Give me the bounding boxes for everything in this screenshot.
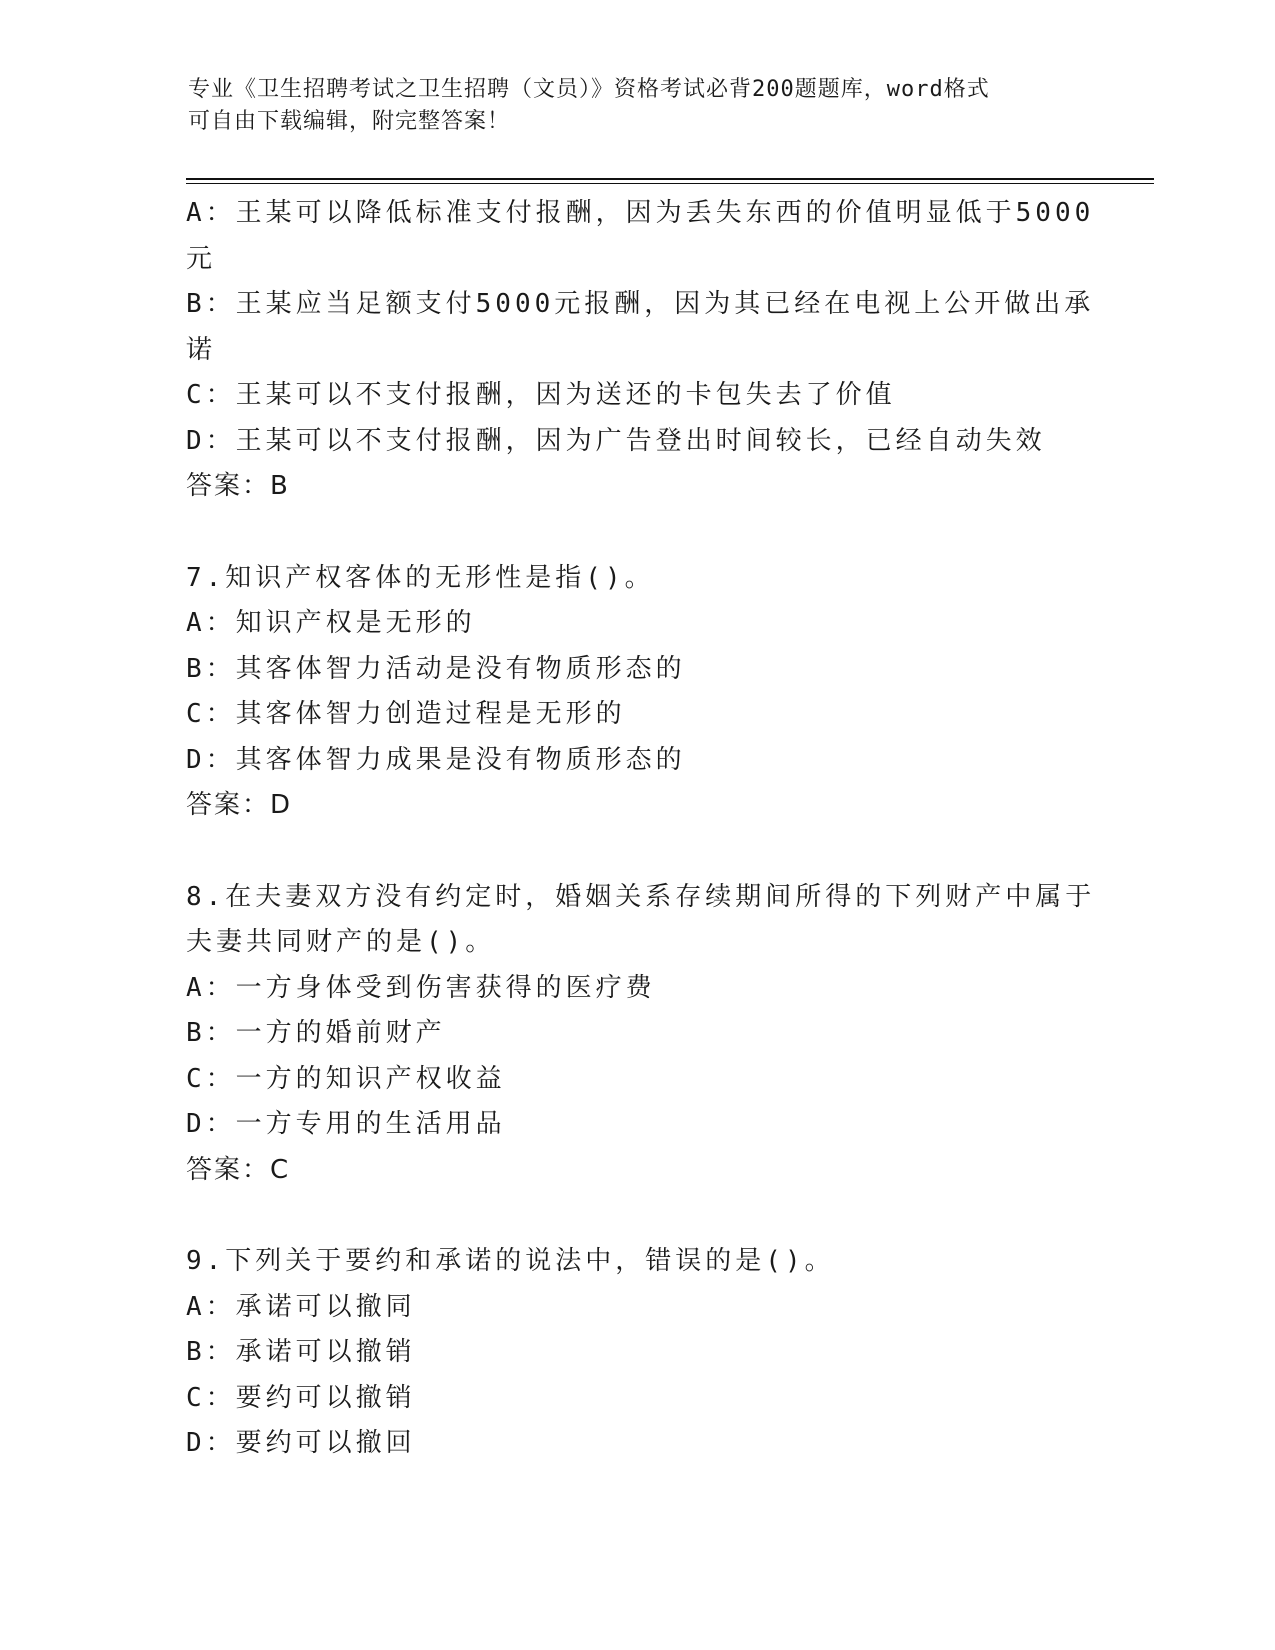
header-title-line-1: 专业《卫生招聘考试之卫生招聘（文员）》资格考试必背200题题库，word格式: [188, 77, 990, 102]
q6-option-b-line-1: B：王某应当足额支付5000元报酬，因为其已经在电视上公开做出承: [186, 289, 1095, 319]
q8-stem-line-1: 8.在夫妻双方没有约定时，婚姻关系存续期间所得的下列财产中属于: [186, 881, 1096, 912]
q6-option-a-line-2: 元: [186, 243, 217, 274]
q8-answer: 答案：C: [186, 1154, 291, 1185]
q7-option-a: A：知识产权是无形的: [186, 608, 476, 638]
document-header: [188, 74, 1068, 138]
q8-stem-line-2: 夫妻共同财产的是()。: [186, 927, 496, 957]
q8-option-a: A：一方身体受到伤害获得的医疗费: [186, 972, 656, 1003]
q8-option-c: C：一方的知识产权收益: [186, 1063, 506, 1094]
question-7-block: [186, 556, 1086, 829]
header-title-line-2: 可自由下载编辑，附完整答案！: [188, 109, 511, 134]
q9-option-a: A：承诺可以撤同: [186, 1291, 416, 1322]
q9-option-b: B：承诺可以撤销: [186, 1337, 416, 1367]
q9-option-d: D：要约可以撤回: [186, 1428, 416, 1458]
q7-stem: 7.知识产权客体的无形性是指()。: [186, 562, 655, 593]
header-divider-thin: [186, 183, 1154, 184]
question-spacer: [186, 1193, 1086, 1239]
q6-option-c: C：王某可以不支付报酬，因为送还的卡包失去了价值: [186, 380, 896, 410]
question-9-block: [186, 1239, 1086, 1467]
question-list: [186, 191, 1096, 1467]
question-spacer: [186, 510, 1086, 556]
q7-answer: 答案：D: [186, 790, 293, 820]
q7-option-d: D：其客体智力成果是没有物质形态的: [186, 744, 686, 775]
header-divider-thick: [186, 178, 1154, 180]
q6-answer: 答案：B: [186, 471, 290, 501]
question-spacer: [186, 829, 1086, 875]
q9-option-c: C：要约可以撤销: [186, 1382, 416, 1413]
q9-stem: 9.下列关于要约和承诺的说法中，错误的是()。: [186, 1246, 835, 1276]
question-8-block: [186, 875, 1096, 1194]
q6-option-b-line-2: 诺: [186, 334, 217, 365]
q8-option-b: B：一方的婚前财产: [186, 1018, 446, 1048]
q6-option-a-line-1: A：王某可以降低标准支付报酬，因为丢失东西的价值明显低于5000: [186, 198, 1095, 228]
q6-option-d: D：王某可以不支付报酬，因为广告登出时间较长，已经自动失效: [186, 425, 1046, 456]
q7-option-c: C：其客体智力创造过程是无形的: [186, 699, 626, 729]
q8-option-d: D：一方专用的生活用品: [186, 1109, 506, 1139]
q7-option-b: B：其客体智力活动是没有物质形态的: [186, 653, 686, 684]
question-6-block: [186, 191, 1095, 510]
